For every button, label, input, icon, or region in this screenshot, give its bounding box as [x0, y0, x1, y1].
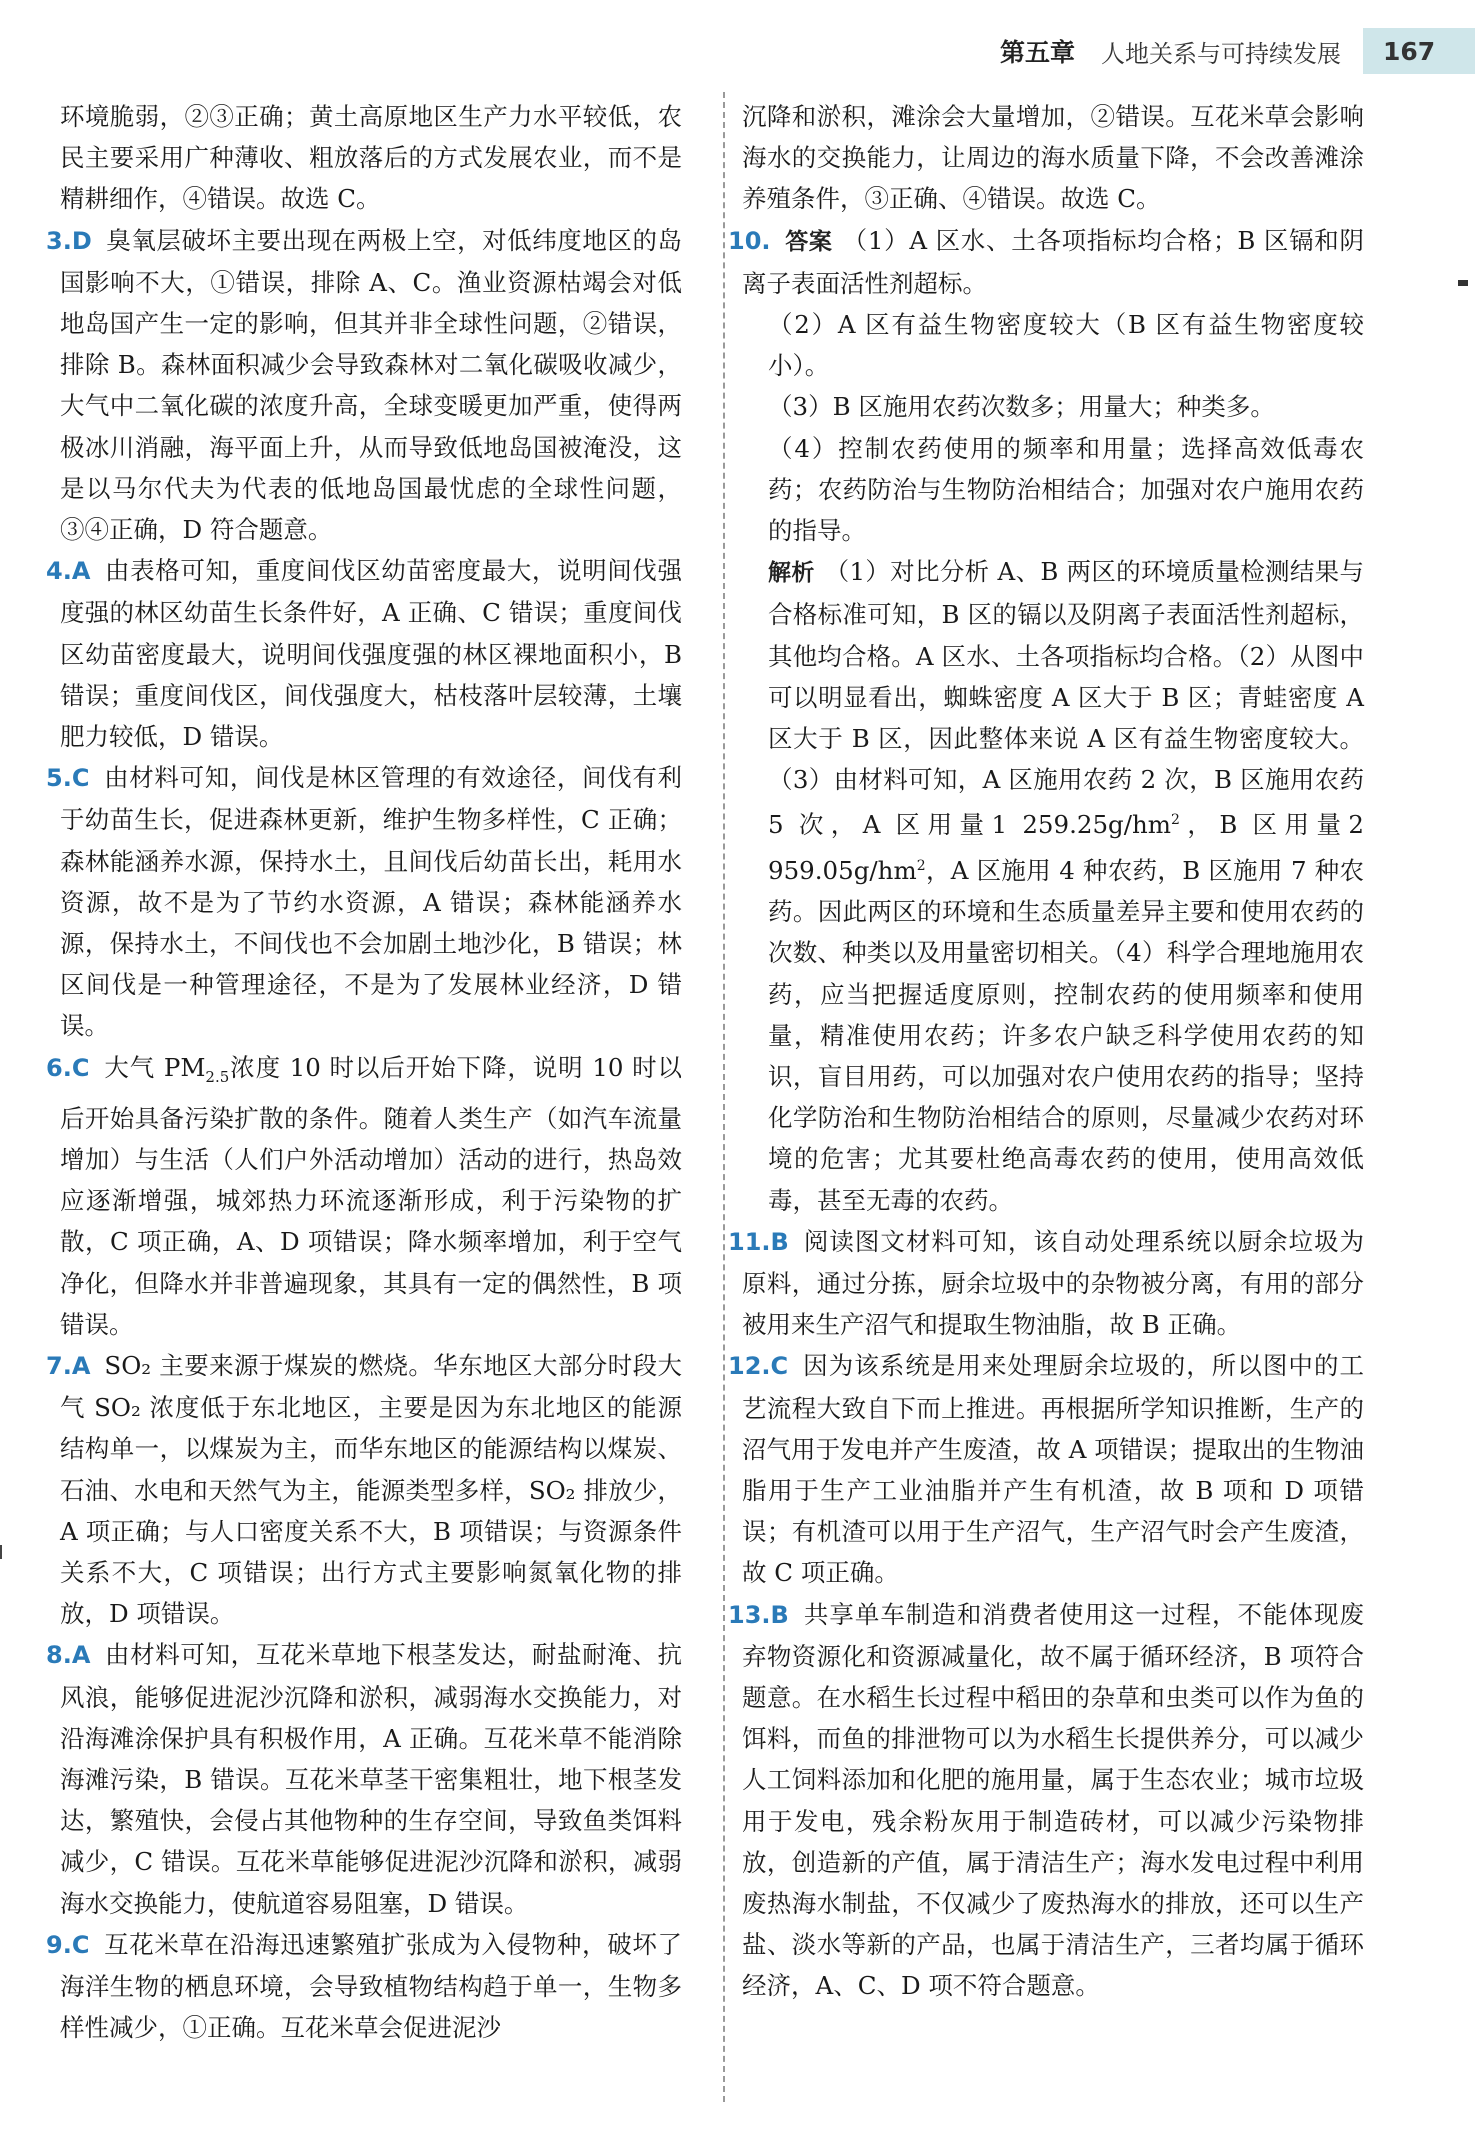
answer-letter: C	[71, 764, 90, 793]
question-11	[728, 1221, 1364, 1346]
page-header	[1000, 28, 1475, 74]
question-number: 8.A	[46, 1641, 91, 1670]
answer-line-1: （1）A 区水、土各项指标均合格；B 区镉和阴离子表面活性剂超标。	[742, 225, 1365, 298]
question-text: 臭氧层破坏主要出现在两极上空，对低纬度地区的岛国影响不大，①错误，排除 A、C。渔业资源枯竭会对低地岛国产生一定的影响，但其并非全球性问题，②错误，排除 B。森林面积减少会导致森林对二氧化碳吸收减少，大气中二氧化碳的浓度升高，全球变暖更加严重，使得两极冰川消融，海平面上升，从而导致低地岛国被淹没，这是以马尔代夫为代表的低地岛国最忧虑的全球性问题，③④正确，D 符合题意。	[60, 225, 682, 545]
answer-letter: A	[71, 1641, 91, 1670]
question-5	[46, 757, 682, 1046]
explanation-label: 解析	[768, 560, 815, 587]
question-text: 浓度 10 时以后开始下降，说明 10 时以后开始具备污染扩散的条件。随着人类生产（如汽车流量增加）与生活（人们户外活动增加）活动的进行，热岛效应逐渐增强，城郊热力环流逐渐形成，利于污染物的扩散，C 项正确，A、D 项错误；降水频率增加，利于空气净化，但降水并非普遍现象，其具有一定的偶然性，B 项错误。	[60, 1052, 682, 1339]
answer-letter: C	[71, 1930, 90, 1959]
question-13	[728, 1594, 1364, 2007]
question-number: 3.D	[46, 226, 92, 255]
explanation-part-a: （1）对比分析 A、B 两区的环境质量检测结果与合格标准可知，B 区的镉以及阴离子表面活性剂超标，其他均合格。A 区水、土各项指标均合格。（2）从图中可以明显看出，蜘蛛密度 A 区大于 B 区；青蛙密度 A 区大于 B 区，因此整体来说 A 区有益生物密度较大。（3）由材料可知，A 区施用农药 2 次，B 区施用农药 5 次，A 区用量	[768, 557, 1365, 840]
right-column	[728, 96, 1365, 2007]
answer-letter: A	[71, 1351, 91, 1380]
question-text: SO₂ 主要来源于煤炭的燃烧。华东地区大部分时段大气 SO₂ 浓度低于东北地区，主要是因为东北地区的能源结构单一，以煤炭为主，而华东地区的能源结构以煤炭、石油、水电和天然气为主，能源类型多样，SO₂ 排放少，A 项正确；与人口密度关系不大，B 项错误；与资源条件关系不大，C 项错误；出行方式主要影响氮氧化物的排放，D 项错误。	[60, 1350, 682, 1629]
answer-line-2: （2）A 区有益生物密度较大（B 区有益生物密度较小）。	[768, 310, 1364, 381]
question-4	[46, 550, 682, 757]
question-text: 阅读图文材料可知，该自动处理系统以厨余垃圾为原料，通过分拣，厨余垃圾中的杂物被分离，有用的部分被用来生产沼气和提取生物油脂，故 B 正确。	[742, 1226, 1364, 1340]
question-number: 7.A	[46, 1351, 91, 1380]
answer-letter: C	[71, 1053, 90, 1082]
question-7	[46, 1345, 682, 1634]
unit-superscript: 2	[1171, 812, 1180, 829]
explanation-part-c: ，A 区施用 4 种农药，B 区施用 7 种农药。因此两区的环境和生态质量差异主要和使用农药的次数、种类以及用量密切相关。（4）科学合理地施用农药，应当把握适度原则，控制农药的使用频率和使用量，精准使用农药；许多农户缺乏科学使用农药的知识，盲目用药，可以加强对农户使用农药的指导；坚持化学防治和生物防治相结合的原则，尽量减少农药对环境的危害；尤其要杜绝高毒农药的使用，使用高效低毒，甚至无毒的农药。	[768, 855, 1364, 1215]
question-text: 因为该系统是用来处理厨余垃圾的，所以图中的工艺流程大致自下而上推进。再根据所学知识推断，生产的沼气用于发电并产生废渣，故 A 项错误；提取出的生物油脂用于生产工业油脂并产生有机渣，故 B 项和 D 项错误；有机渣可以用于生产沼气，生产沼气时会产生废渣，故 C 项正确。	[742, 1351, 1364, 1588]
answer-line-4: （4）控制农药使用的频率和用量；选择高效低毒农药；农药防治与生物防治相结合；加强对农户施用农药的指导。	[768, 433, 1364, 546]
question-6	[46, 1047, 682, 1345]
edge-marker	[1458, 280, 1468, 286]
page-number: 167	[1363, 28, 1475, 74]
question-text: 由表格可知，重度间伐区幼苗密度最大，说明间伐强度强的林区幼苗生长条件好，A 正确、C 错误；重度间伐区幼苗密度最大，说明间伐强度强的林区裸地面积小，B 错误；重度间伐区，间伐强度大，枯枝落叶层较薄，土壤肥力较低，D 错误。	[60, 556, 682, 752]
value-b: 2 959.05g/hm	[768, 810, 1364, 885]
question-number: 9.C	[46, 1930, 90, 1959]
question-text: 互花米草在沿海迅速繁殖扩张成为入侵物种，破坏了海洋生物的栖息环境，会导致植物结构趋于单一，生物多样性减少，①正确。互花米草会促进泥沙	[60, 1929, 682, 2043]
question-number: 13.B	[728, 1600, 789, 1629]
column-divider	[723, 92, 725, 2102]
answer-letter: B	[770, 1227, 789, 1256]
value-a: 1 259.25g/hm	[991, 810, 1171, 840]
question-number: 12.C	[728, 1352, 789, 1381]
question-text: 由材料可知，间伐是林区管理的有效途径，间伐有利于幼苗生长，促进森林更新，维护生物多样性，C 正确；森林能涵养水源，保持水土，且间伐后幼苗长出，耗用水资源，故不是为了节约水资源，A 错误；森林能涵养水源，保持水土，不间伐也不会加剧土地沙化，B 错误；林区间伐是一种管理途径，不是为了发展林业经济，D 错误。	[60, 763, 682, 1041]
answer-letter: D	[71, 226, 92, 255]
answer-label: 答案	[784, 228, 833, 255]
question-number: 10.	[728, 226, 771, 255]
question-10	[728, 220, 1365, 304]
question-12	[728, 1345, 1364, 1593]
question-3	[46, 220, 682, 551]
explanation	[742, 551, 1364, 1221]
question-text-prefix: 大气 PM	[103, 1052, 206, 1082]
chapter-title: 第五章	[999, 38, 1075, 67]
question-number: 5.C	[46, 764, 90, 793]
question-8	[46, 1634, 682, 1923]
pm-subscript: 2.5	[205, 1067, 230, 1086]
explanation-part-b: ，B 区用量	[1179, 810, 1349, 840]
left-column	[46, 96, 682, 2048]
right-intro: 沉降和淤积，滩涂会大量增加，②错误。互花米草会影响海水的交换能力，让周边的海水质量下降，不会改善滩涂养殖条件，③正确、④错误。故选 C。	[742, 102, 1364, 214]
unit-superscript: 2	[916, 857, 926, 874]
question-number: 11.B	[728, 1227, 789, 1256]
left-intro: 环境脆弱，②③正确；黄土高原地区生产力水平较低，农民主要采用广种薄收、粗放落后的方式发展农业，而不是精耕细作，④错误。故选 C。	[60, 102, 682, 214]
answer-letter: B	[770, 1600, 789, 1629]
left-edge-mark	[0, 1545, 2, 1559]
question-text: 共享单车制造和消费者使用这一过程，不能体现废弃物资源化和资源减量化，故不属于循环经济，B 项符合题意。在水稻生长过程中稻田的杂草和虫类可以作为鱼的饵料，而鱼的排泄物可以为水稻生长提供养分，可以减少人工饲料添加和化肥的施用量，属于生态农业；城市垃圾用于发电，残余粉灰用于制造砖材，可以减少污染物排放，创造新的产值，属于清洁生产；海水发电过程中利用废热海水制盐，不仅减少了废热海水的排放，还可以生产盐、淡水等新的产品，也属于清洁生产，三者均属于循环经济，A、C、D 项不符合题意。	[742, 1599, 1364, 2001]
question-number: 6.C	[46, 1053, 90, 1082]
answer-line-3: （3）B 区施用农药次数多；用量大；种类多。	[768, 392, 1275, 422]
question-text: 由材料可知，互花米草地下根茎发达，耐盐耐淹、抗风浪，能够促进泥沙沉降和淤积，减弱海水交换能力，对沿海滩涂保护具有积极作用，A 正确。互花米草不能消除海滩污染，B 错误。互花米草茎干密集粗壮，地下根茎发达，繁殖快，会侵占其他物种的生存空间，导致鱼类饵料减少，C 错误。互花米草能够促进泥沙沉降和淤积，减弱海水交换能力，使航道容易阻塞，D 错误。	[60, 1640, 682, 1918]
chapter-subtitle: 人地关系与可持续发展	[1101, 39, 1341, 68]
answer-letter: A	[71, 557, 91, 586]
question-number: 4.A	[46, 557, 91, 586]
answer-letter: C	[770, 1352, 789, 1381]
question-9	[46, 1924, 682, 2049]
